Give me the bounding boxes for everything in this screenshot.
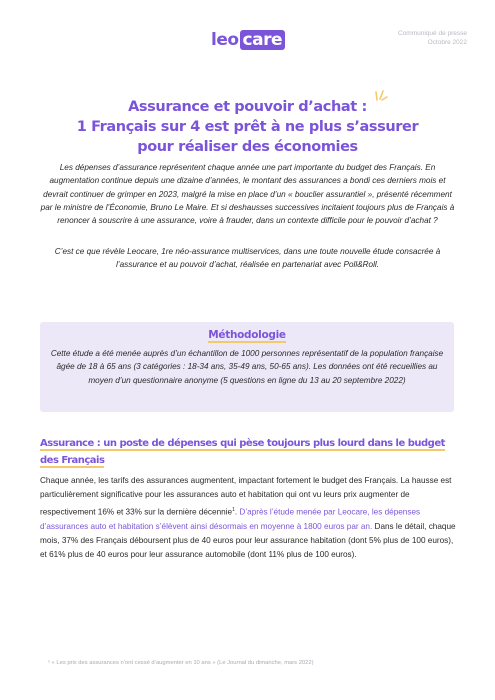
methodology-text: Cette étude a été menée auprès d’un échantillon de 1000 personnes représentatif de la population française âgée de 18 à 65 ans (3 catégories : 18-34 ans, 35-49 ans, 50-65 ans). Les données ont été recueillies au moyen d’un questionnaire anonyme (5 questions en ligne du 13 au 20 septembre 2022) [50, 349, 444, 385]
section-body [40, 474, 458, 563]
press-date: Octobre 2022 [427, 39, 467, 46]
methodology-title-wrap [40, 329, 454, 343]
body-text-1: Chaque année, les tarifs des assurances augmentent, impactant fortement le budget des Français. La hausse est particulièrement significative pour les assurances auto et habitation qui ont vu leurs prix augmenter de respectivement 16% et 33% sur la dernière décennie [40, 476, 452, 517]
logo-text-leo: leo [211, 30, 239, 50]
title-line-2: 1 Français sur 4 est prêt à ne plus s’assurer [76, 119, 419, 135]
intro-paragraph: Les dépenses d’assurance représentent chaque année une part importante du budget des Français. En augmentation continue depuis une dizaine d’années, le montant des assurances a bondi ces derniers mois et devrait continuer de grimper en 2023, malgré la mise en place d’un « bouclier assurantiel », présenté récemment par le ministre de l’Économie, Bruno Le Maire. Et si deshausses successives incitaient toujours plus de Français à renoncer à souscrire à une assurance, voire à frauder, dans un contexte difficile pour le pouvoir d’achat ? [40, 163, 455, 226]
intro-paragraph-2: C’est ce que révèle Leocare, 1re néo-assurance multiservices, dans une toute nouvelle étude consacrée à l’assurance et au pouvoir d’achat, réalisée en partenariat avec Poll&Roll. [54, 247, 441, 270]
logo-text-care: care [240, 30, 285, 50]
footnote: ¹ « Les prix des assurances n’ont cessé d’augmenter en 10 ans » (Le Journal du dimanche, mars 2022) [48, 660, 314, 666]
body-text-3: Dans le détail, chaque mois, 37% des Français déboursent plus de 40 euros pour leur assurance habitation (dont 5% plus de 100 euros), et 61% plus de 40 euros pour leur assurance automobile (dont 11% plus de 100 euros). [40, 521, 456, 560]
page-title [40, 97, 455, 157]
methodology-title: Méthodologie [208, 329, 286, 341]
title-line-3: pour réaliser des économies [137, 139, 358, 155]
press-type: Communiqué de presse [397, 30, 467, 37]
section-heading: Assurance : un poste de dépenses qui pèse toujours plus lourd dans le budget des Français [40, 438, 445, 466]
section-heading-wrap [40, 435, 460, 469]
methodology-box [40, 322, 454, 412]
footnote-marker: 1 [232, 506, 235, 513]
title-line-1: Assurance et pouvoir d’achat : [128, 99, 367, 115]
body-highlight: D’après l’étude menée par Leocare, les dépenses d’assurances auto et habitation s’élèvent ainsi désormais en moyenne à 1800 euros par an. [40, 507, 421, 531]
leocare-logo [211, 29, 283, 51]
body-text-2: . [234, 507, 240, 517]
press-release-label [398, 29, 467, 47]
